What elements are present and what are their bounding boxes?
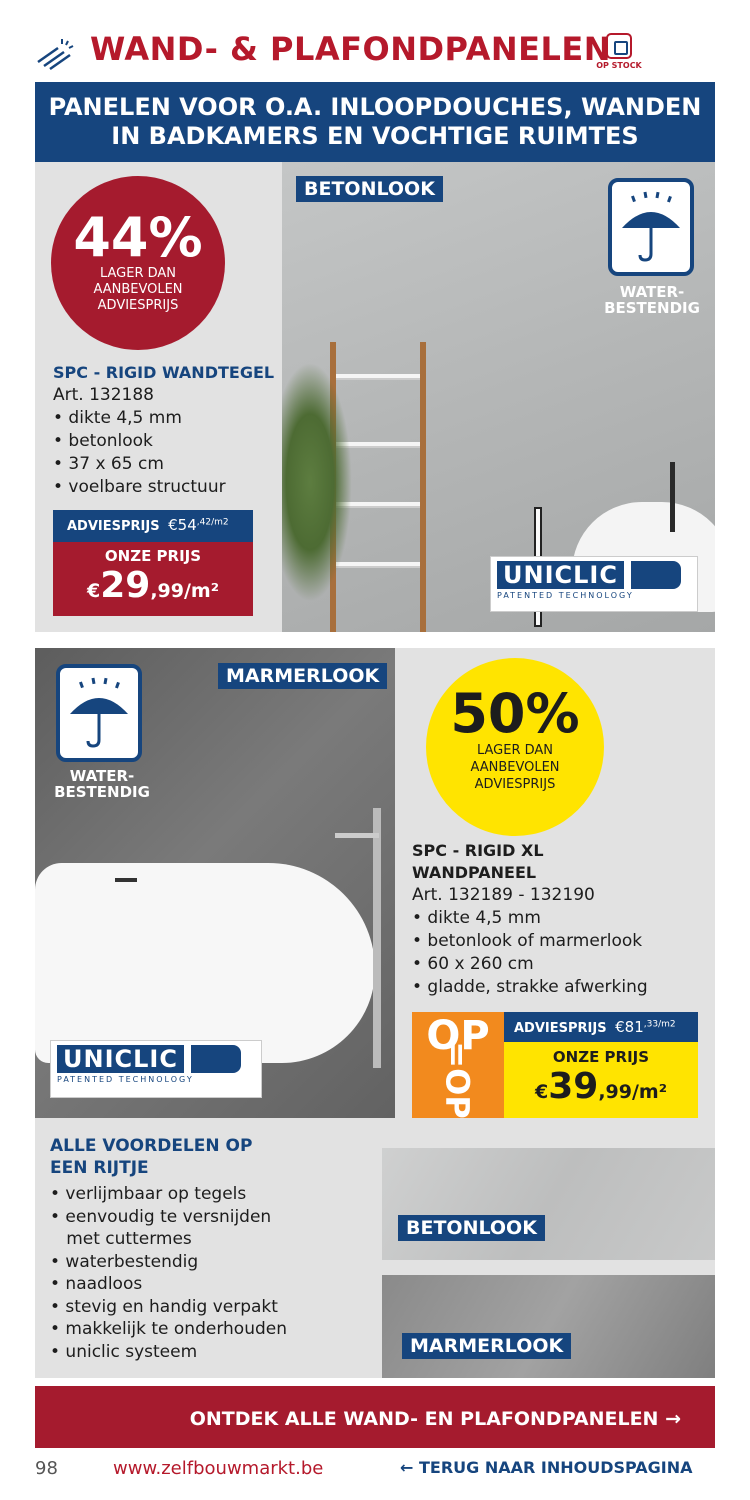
uniclic-logo <box>50 1040 262 1098</box>
discount-line-2: AANBEVOLEN <box>93 282 183 297</box>
water-label-line-1: WATER- <box>69 767 135 785</box>
list-item: • makkelijk te onderhouden <box>50 1319 287 1339</box>
uniclic-tagline: PATENTED TECHNOLOGY <box>497 591 634 600</box>
price-main: 29 <box>100 565 151 606</box>
uniclic-brand: UNICLIC <box>497 561 624 589</box>
uniclic-clip-icon <box>191 1045 241 1073</box>
list-item: • stevig en handig verpakt <box>50 1296 278 1317</box>
water-resistant-label <box>590 284 714 316</box>
advice-label: ADVIESPRIJS <box>514 1021 607 1036</box>
product2-specs <box>412 884 648 999</box>
price-cents: ,99/m² <box>598 1081 668 1103</box>
discount-line-1: LAGER DAN <box>99 266 177 281</box>
water-label-line-2: BESTENDIG <box>54 783 150 801</box>
page-title: WAND- & PLAFONDPANELEN <box>90 30 611 68</box>
advantages-title <box>50 1135 252 1179</box>
product1-art: Art. 132188 <box>53 385 154 405</box>
price-main: 39 <box>548 1066 599 1107</box>
list-item: • uniclic systeem <box>50 1341 198 1362</box>
back-to-contents-link[interactable]: ← TERUG NAAR INHOUDSPAGINA <box>400 1458 693 1477</box>
advice-cents: ,33/m2 <box>643 1019 676 1030</box>
discount-value: 50% <box>450 682 580 745</box>
stock-icon <box>606 33 632 59</box>
water-resistant-icon <box>56 664 142 762</box>
website-link[interactable]: www.zelfbouwmarkt.be <box>113 1458 324 1479</box>
list-item: • naadloos <box>50 1274 143 1294</box>
spec-item: • betonlook <box>53 431 153 451</box>
spec-item: • voelbare structuur <box>53 477 226 497</box>
sample-tag-concrete: BETONLOOK <box>398 1215 545 1241</box>
op-badge-top: OP <box>426 1013 490 1059</box>
spec-item: • dikte 4,5 mm <box>412 908 541 928</box>
list-item: • waterbestendig <box>50 1251 199 1272</box>
spec-item: • gladde, strakke afwerking <box>412 977 648 997</box>
uniclic-brand: UNICLIC <box>57 1045 184 1073</box>
advice-price: €54 <box>168 516 197 534</box>
water-label-line-2: BESTENDIG <box>604 299 700 317</box>
uniclic-tagline: PATENTED TECHNOLOGY <box>57 1075 194 1084</box>
price-cents: ,99/m² <box>150 580 220 602</box>
price-currency: € <box>534 1081 549 1103</box>
advice-label: ADVIESPRIJS <box>67 519 160 534</box>
our-price-box <box>53 542 253 616</box>
info-banner <box>35 82 715 162</box>
advantages-list <box>50 1183 287 1363</box>
discount-badge-50 <box>426 658 604 836</box>
stock-label: OP STOCK <box>596 61 642 70</box>
advantages-title-line-1: ALLE VOORDELEN OP <box>50 1136 253 1156</box>
op-is-op-badge <box>412 1012 504 1118</box>
spec-item: • 60 x 260 cm <box>412 954 534 974</box>
our-price-box <box>504 1042 698 1118</box>
water-resistant-label <box>40 768 164 800</box>
spec-item: • dikte 4,5 mm <box>53 408 182 428</box>
spec-item: • betonlook of marmerlook <box>412 931 643 951</box>
list-item: • verlijmbaar op tegels <box>50 1184 247 1204</box>
sample-swatch-concrete <box>382 1148 715 1260</box>
product1-name: SPC - RIGID WANDTEGEL <box>53 363 275 382</box>
discount-line-2: AANBEVOLEN <box>470 760 560 775</box>
list-item: met cuttermes <box>50 1229 192 1249</box>
look-tag-marble: MARMERLOOK <box>218 663 387 689</box>
spec-item: • 37 x 65 cm <box>53 454 164 474</box>
op-stock-badge <box>595 33 643 70</box>
advice-price-bar <box>53 510 253 542</box>
our-price-label: ONZE PRIJS <box>104 547 202 565</box>
our-price-label: ONZE PRIJS <box>552 1048 650 1066</box>
product2-name-line-1: SPC - RIGID XL <box>412 841 544 860</box>
panels-logo-icon <box>36 36 76 70</box>
page-number: 98 <box>35 1458 58 1479</box>
discount-line-3: ADVIESPRIJS <box>474 777 556 792</box>
list-item: • eenvoudig te versnijden <box>50 1206 272 1227</box>
water-label-line-1: WATER- <box>619 283 685 301</box>
sample-swatch-marble <box>382 1275 715 1378</box>
discount-line-1: LAGER DAN <box>476 743 554 758</box>
op-badge-side: =OP <box>439 1041 477 1119</box>
price-currency: € <box>86 580 101 602</box>
uniclic-logo <box>490 556 698 612</box>
product2-name <box>412 840 544 884</box>
advantages-title-line-2: EEN RIJTJE <box>50 1158 149 1178</box>
sample-tag-marble: MARMERLOOK <box>402 1333 571 1359</box>
discount-badge-44 <box>51 176 225 350</box>
water-resistant-icon <box>608 178 694 276</box>
uniclic-clip-icon <box>631 561 681 589</box>
product1-specs <box>53 384 226 499</box>
product2-art: Art. 132189 - 132190 <box>412 885 595 905</box>
discover-all-panels-button[interactable]: ONTDEK ALLE WAND- EN PLAFONDPANELEN → <box>35 1386 715 1448</box>
banner-line-2: IN BADKAMERS EN VOCHTIGE RUIMTES <box>111 122 639 150</box>
advice-cents: ,42/m2 <box>196 517 229 528</box>
product2-name-line-2: WANDPANEEL <box>412 863 537 882</box>
look-tag-concrete: BETONLOOK <box>296 176 443 202</box>
discount-line-3: ADVIESPRIJS <box>97 298 179 313</box>
advice-price: €81 <box>615 1018 644 1036</box>
banner-line-1: PANELEN VOOR O.A. INLOOPDOUCHES, WANDEN <box>48 93 702 121</box>
discount-value: 44% <box>73 206 203 269</box>
advice-price-bar <box>504 1012 698 1042</box>
